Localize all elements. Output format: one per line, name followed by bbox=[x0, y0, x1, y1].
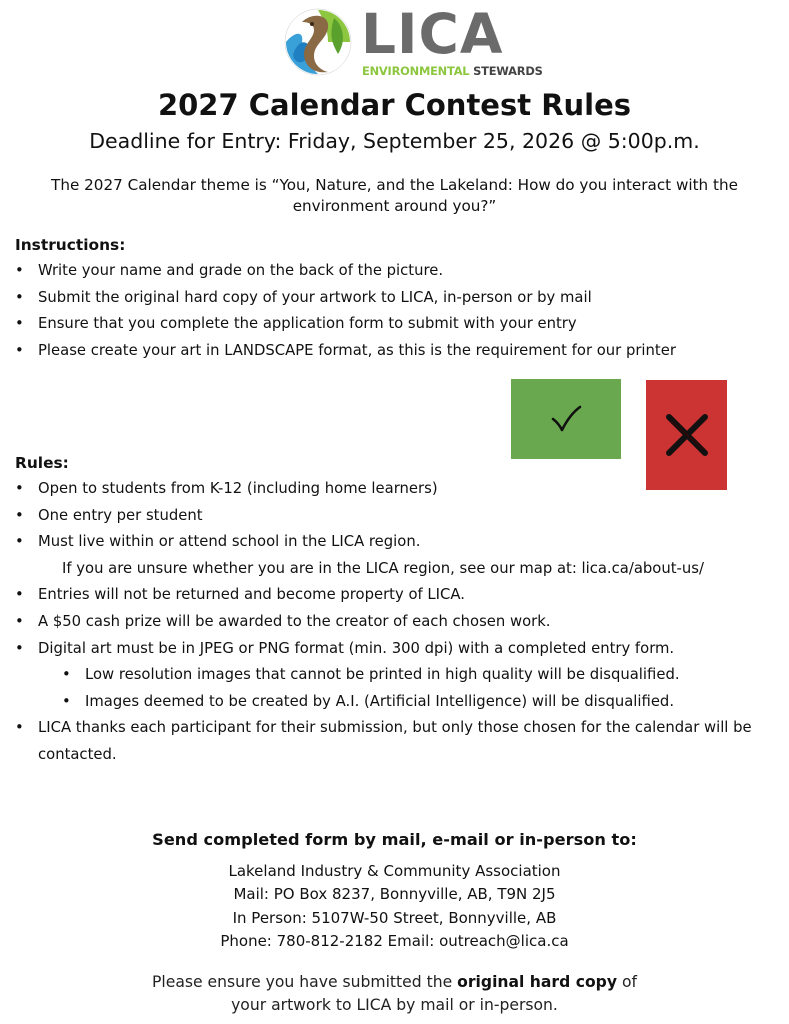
deadline-text: Deadline for Entry: Friday, September 25, 2026 @ 5:00p.m. bbox=[89, 129, 700, 153]
lica-logo bbox=[284, 2, 543, 78]
rules-heading: Rules: bbox=[15, 454, 69, 472]
list-item: • Must live within or attend school in the LICA region. bbox=[15, 529, 775, 556]
checkmark-icon bbox=[549, 404, 583, 434]
closing-line-2: your artwork to LICA by mail or in-person. bbox=[231, 996, 558, 1014]
closing-text: of bbox=[617, 973, 637, 991]
address-line: Phone: 780-812-2182 Email: outreach@lica.ca bbox=[220, 931, 569, 950]
lica-logo-mark-icon bbox=[284, 8, 352, 76]
instructions-list bbox=[15, 258, 775, 364]
rules-list bbox=[15, 476, 775, 769]
closing-emphasis: original hard copy bbox=[457, 973, 617, 991]
address-line: Lakeland Industry & Community Association bbox=[228, 862, 561, 880]
logo-tagline bbox=[362, 64, 543, 78]
cross-icon bbox=[663, 413, 711, 457]
list-item: • One entry per student bbox=[15, 503, 775, 530]
send-heading: Send completed form by mail, e-mail or in-person to: bbox=[152, 830, 637, 849]
logo-wordmark: LICA bbox=[361, 2, 504, 66]
closing-text: Please ensure you have submitted the bbox=[152, 973, 458, 991]
list-item: • Write your name and grade on the back of the picture. bbox=[15, 258, 775, 285]
contact-address bbox=[0, 860, 789, 953]
instructions-heading: Instructions: bbox=[15, 236, 126, 254]
closing-line-1 bbox=[0, 971, 789, 994]
address-line: Mail: PO Box 8237, Bonnyville, AB, T9N 2J5 bbox=[233, 885, 556, 904]
list-item: • Submit the original hard copy of your artwork to LICA, in-person or by mail bbox=[15, 285, 775, 312]
address-line: In Person: 5107W-50 Street, Bonnyville, AB bbox=[232, 908, 557, 927]
list-item: • LICA thanks each participant for their submission, but only those chosen for the calendar will be contacted. bbox=[15, 715, 778, 768]
sub-list-item: • Images deemed to be created by A.I. (Artificial Intelligence) will be disqualified. bbox=[15, 689, 775, 716]
landscape-example-box bbox=[511, 379, 621, 459]
closing-note bbox=[0, 971, 789, 1017]
logo-tagline-dark: STEWARDS bbox=[473, 64, 543, 78]
sub-list-item: • Low resolution images that cannot be printed in high quality will be disqualified. bbox=[15, 662, 775, 689]
list-item-continuation: If you are unsure whether you are in the LICA region, see our map at: lica.ca/about-us/ bbox=[62, 559, 704, 577]
logo-tagline-green: ENVIRONMENTAL bbox=[362, 64, 470, 78]
page-title: 2027 Calendar Contest Rules bbox=[157, 88, 632, 122]
list-item: • Please create your art in LANDSCAPE format, as this is the requirement for our printer bbox=[15, 338, 775, 365]
list-item: • Open to students from K-12 (including home learners) bbox=[15, 476, 775, 503]
list-item: • Digital art must be in JPEG or PNG format (min. 300 dpi) with a completed entry form. bbox=[15, 636, 775, 663]
list-item: • A $50 cash prize will be awarded to the creator of each chosen work. bbox=[15, 609, 775, 636]
theme-text: The 2027 Calendar theme is “You, Nature, and the Lakeland: How do you interact with the environment around you?” bbox=[51, 176, 738, 215]
portrait-example-box bbox=[646, 380, 727, 490]
list-item: • Ensure that you complete the application form to submit with your entry bbox=[15, 311, 775, 338]
list-item: • Entries will not be returned and become property of LICA. bbox=[15, 582, 775, 609]
